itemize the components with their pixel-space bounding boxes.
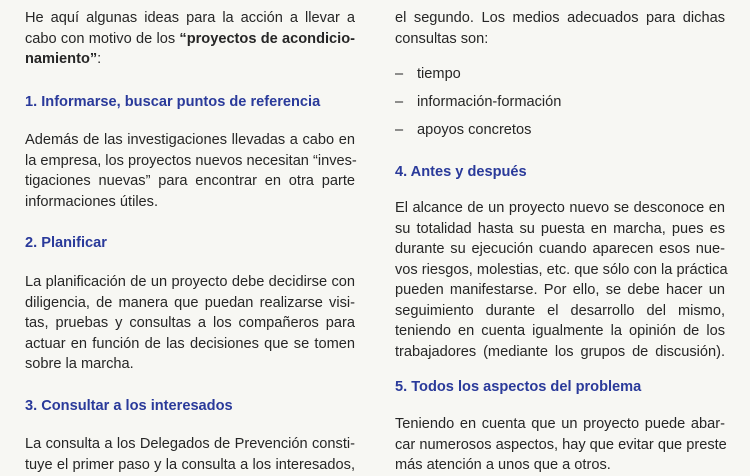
intro-line: cabo con motivo de los “proyectos de acondicio- bbox=[25, 30, 355, 47]
intro-line: namiento”: bbox=[25, 51, 102, 67]
dash-bullet: – bbox=[395, 66, 404, 82]
paragraph-line: su totalidad hasta su puesta en marcha, pues es bbox=[395, 220, 725, 237]
paragraph-line: sobre la marcha. bbox=[25, 356, 134, 372]
paragraph-line: la empresa, los proyectos nuevos necesitan “inves- bbox=[25, 152, 357, 169]
section-1-paragraph bbox=[25, 130, 355, 212]
list-item bbox=[395, 120, 531, 141]
paragraph-line: teniendo en cuenta igualmente la opinión de los bbox=[395, 323, 725, 339]
section-3-paragraph bbox=[25, 434, 355, 475]
section-5-paragraph bbox=[395, 414, 725, 476]
paragraph-line: durante su ejecución cuando aparecen esos nue- bbox=[395, 241, 725, 257]
paragraph-line: pueden manifestarse. Por ello, se debe hacer un bbox=[395, 282, 725, 298]
paragraph-line: diligencia, de manera que puedan realizarse visi- bbox=[25, 294, 355, 311]
intro-paragraph bbox=[25, 8, 355, 70]
section-2-paragraph bbox=[25, 272, 355, 375]
list-item-text: información-formación bbox=[417, 94, 562, 110]
intro-bold-term: namiento” bbox=[25, 51, 98, 67]
list-item bbox=[395, 64, 461, 85]
list-item-text: tiempo bbox=[417, 66, 461, 82]
paragraph-line: La consulta a los Delegados de Prevención consti- bbox=[25, 436, 355, 452]
paragraph-line: el segundo. Los medios adecuados para dichas bbox=[395, 10, 725, 26]
paragraph-line: Además de las investigaciones llevadas a cabo en bbox=[25, 132, 355, 148]
intro-line: He aquí algunas ideas para la acción a llevar a bbox=[25, 10, 355, 26]
paragraph-line: tas, pruebas y consultas a los compañeros para bbox=[25, 315, 355, 331]
section-heading-3: 3. Consultar a los interesados bbox=[25, 398, 233, 414]
paragraph-line: actuar en función de las decisiones que se tomen bbox=[25, 335, 355, 352]
paragraph-line: trabajadores (mediante los grupos de discusión). bbox=[395, 343, 725, 360]
paragraph-line: informaciones útiles. bbox=[25, 193, 159, 210]
section-heading-2: 2. Planificar bbox=[25, 235, 107, 251]
continuation-paragraph bbox=[395, 8, 725, 49]
paragraph-line: La planificación de un proyecto debe decidirse con bbox=[25, 274, 355, 290]
paragraph-line: vos riesgos, molestias, etc. que sólo con la práctica bbox=[395, 261, 728, 278]
paragraph-line: tigaciones nuevas” para encontrar en otra parte bbox=[25, 173, 355, 189]
section-heading-4: 4. Antes y después bbox=[395, 164, 527, 180]
dash-bullet: – bbox=[395, 122, 404, 138]
list-item-text: apoyos concretos bbox=[417, 122, 532, 138]
paragraph-line: Teniendo en cuenta que un proyecto puede abar- bbox=[395, 416, 725, 432]
list-item bbox=[395, 92, 561, 113]
section-heading-1: 1. Informarse, buscar puntos de referencia bbox=[25, 94, 321, 110]
paragraph-line: seguimiento durante el desarrollo del mismo, bbox=[395, 302, 725, 319]
paragraph-line: car numerosos aspectos, hay que evitar que preste bbox=[395, 436, 727, 453]
dash-bullet: – bbox=[395, 94, 404, 110]
paragraph-line: más atención a unos que a otros. bbox=[395, 457, 611, 473]
paragraph-line: consultas son: bbox=[395, 30, 489, 47]
section-4-paragraph bbox=[395, 198, 728, 362]
paragraph-line: El alcance de un proyecto nuevo se desconoce en bbox=[395, 200, 725, 216]
section-heading-5: 5. Todos los aspectos del problema bbox=[395, 379, 642, 395]
paragraph-line: tuye el primer paso y la consulta a los interesados, bbox=[25, 456, 355, 473]
intro-bold-term: “proyectos de acondicio- bbox=[179, 30, 355, 47]
